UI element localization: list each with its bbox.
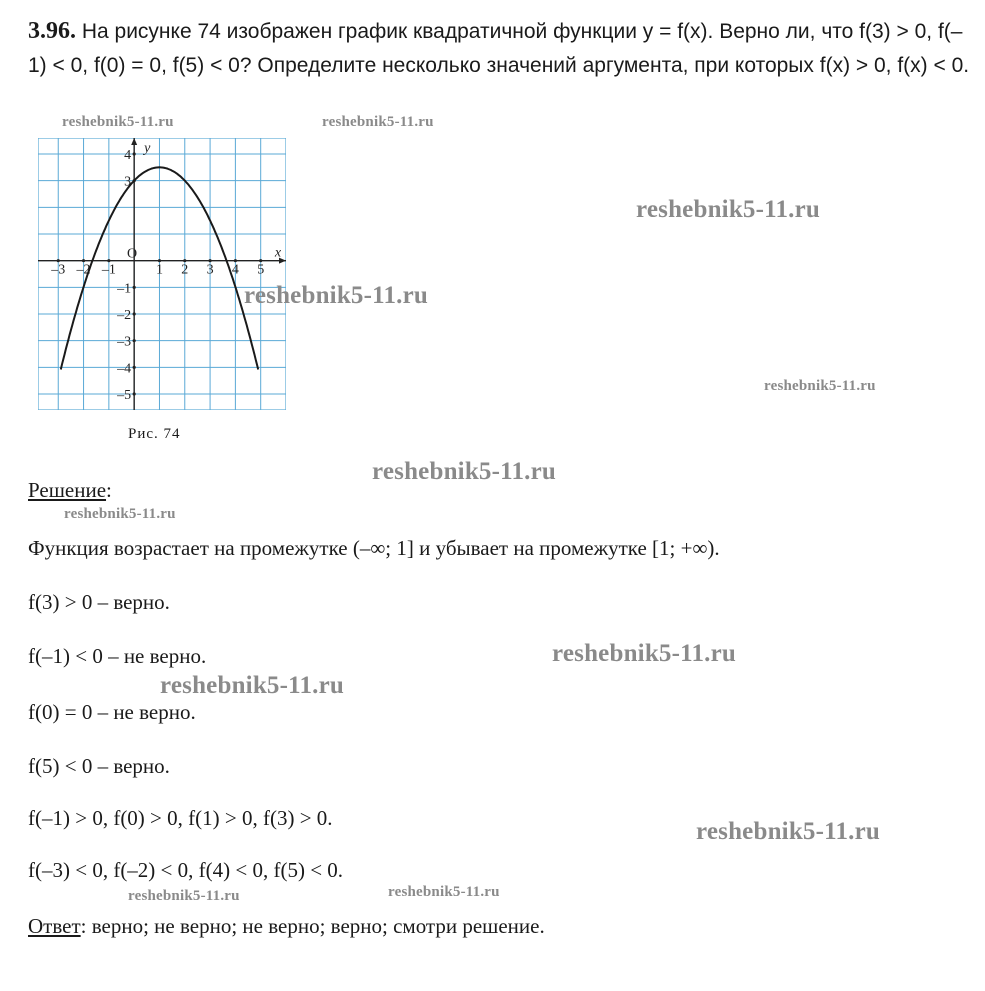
solution-line-3: f(0) = 0 – не верно.	[28, 700, 196, 724]
y-tick-label: –2	[117, 308, 132, 323]
x-axis-label: x	[274, 245, 282, 261]
x-tick-label: 1	[155, 262, 163, 278]
x-tick-label: –2	[76, 262, 91, 278]
task-statement	[28, 14, 978, 83]
x-tick-label: –3	[51, 262, 66, 278]
y-tick-dot	[133, 392, 136, 395]
x-tick-label: –1	[101, 262, 116, 278]
solution-monotonic: Функция возрастает на промежутке (–∞; 1] и убывает на промежутке [1; +∞).	[28, 536, 720, 560]
watermark: reshebnik5-11.ru	[636, 196, 821, 223]
x-tick-label: 2	[181, 262, 189, 278]
y-axis-label: y	[144, 141, 151, 156]
x-tick-label: 4	[231, 262, 239, 278]
figure-caption: Рис. 74	[128, 426, 181, 442]
y-tick-label: –1	[117, 281, 132, 297]
watermark: reshebnik5-11.ru	[160, 672, 345, 699]
watermark: reshebnik5-11.ru	[388, 884, 500, 900]
watermark: reshebnik5-11.ru	[128, 888, 240, 904]
watermark: reshebnik5-11.ru	[552, 640, 737, 667]
answer-text: : верно; не верно; не верно; верно; смотри решение.	[80, 914, 545, 938]
y-tick-dot	[133, 152, 136, 155]
watermark: reshebnik5-11.ru	[696, 818, 881, 845]
solution-line-5: f(–1) > 0, f(0) > 0, f(1) > 0, f(3) > 0.	[28, 806, 333, 830]
solution-line-6: f(–3) < 0, f(–2) < 0, f(4) < 0, f(5) < 0.	[28, 858, 344, 882]
x-tick-label: 3	[206, 262, 214, 278]
y-tick-label: 4	[124, 148, 132, 163]
task-text: На рисунке 74 изображен график квадратичной функции y = f(x). Верно ли, что f(3) > 0, f(–1) < 0, f(0) = 0, f(5) < 0? Определите несколько значений аргумента, при которых f(x) > 0, f(x) < 0.	[28, 20, 970, 77]
solution-line-4: f(5) < 0 – верно.	[28, 754, 170, 778]
y-tick-dot	[133, 286, 136, 289]
y-tick-dot	[133, 339, 136, 342]
watermark: reshebnik5-11.ru	[244, 282, 429, 309]
origin-label: O	[127, 246, 138, 262]
y-tick-dot	[133, 366, 136, 369]
answer-label: Ответ	[28, 914, 81, 938]
y-tick-label: –4	[117, 361, 132, 377]
watermark: reshebnik5-11.ru	[764, 378, 876, 394]
answer	[28, 914, 545, 939]
watermark: reshebnik5-11.ru	[64, 506, 176, 522]
watermark: reshebnik5-11.ru	[322, 114, 434, 130]
x-tick-label: 5	[257, 262, 265, 278]
y-tick-label: –3	[117, 334, 132, 350]
solution-heading: Решение:	[28, 478, 112, 502]
y-tick-label: –5	[117, 388, 132, 403]
task-number: 3.96.	[28, 18, 76, 44]
watermark: reshebnik5-11.ru	[62, 114, 174, 130]
solution-line-1: f(3) > 0 – верно.	[28, 590, 170, 614]
y-tick-dot	[133, 312, 136, 315]
figure-74-graph	[38, 138, 286, 410]
y-axis-arrow	[131, 138, 137, 145]
y-tick-label: 3	[124, 174, 132, 190]
solution-line-2: f(–1) < 0 – не верно.	[28, 644, 207, 668]
watermark: reshebnik5-11.ru	[372, 458, 557, 485]
